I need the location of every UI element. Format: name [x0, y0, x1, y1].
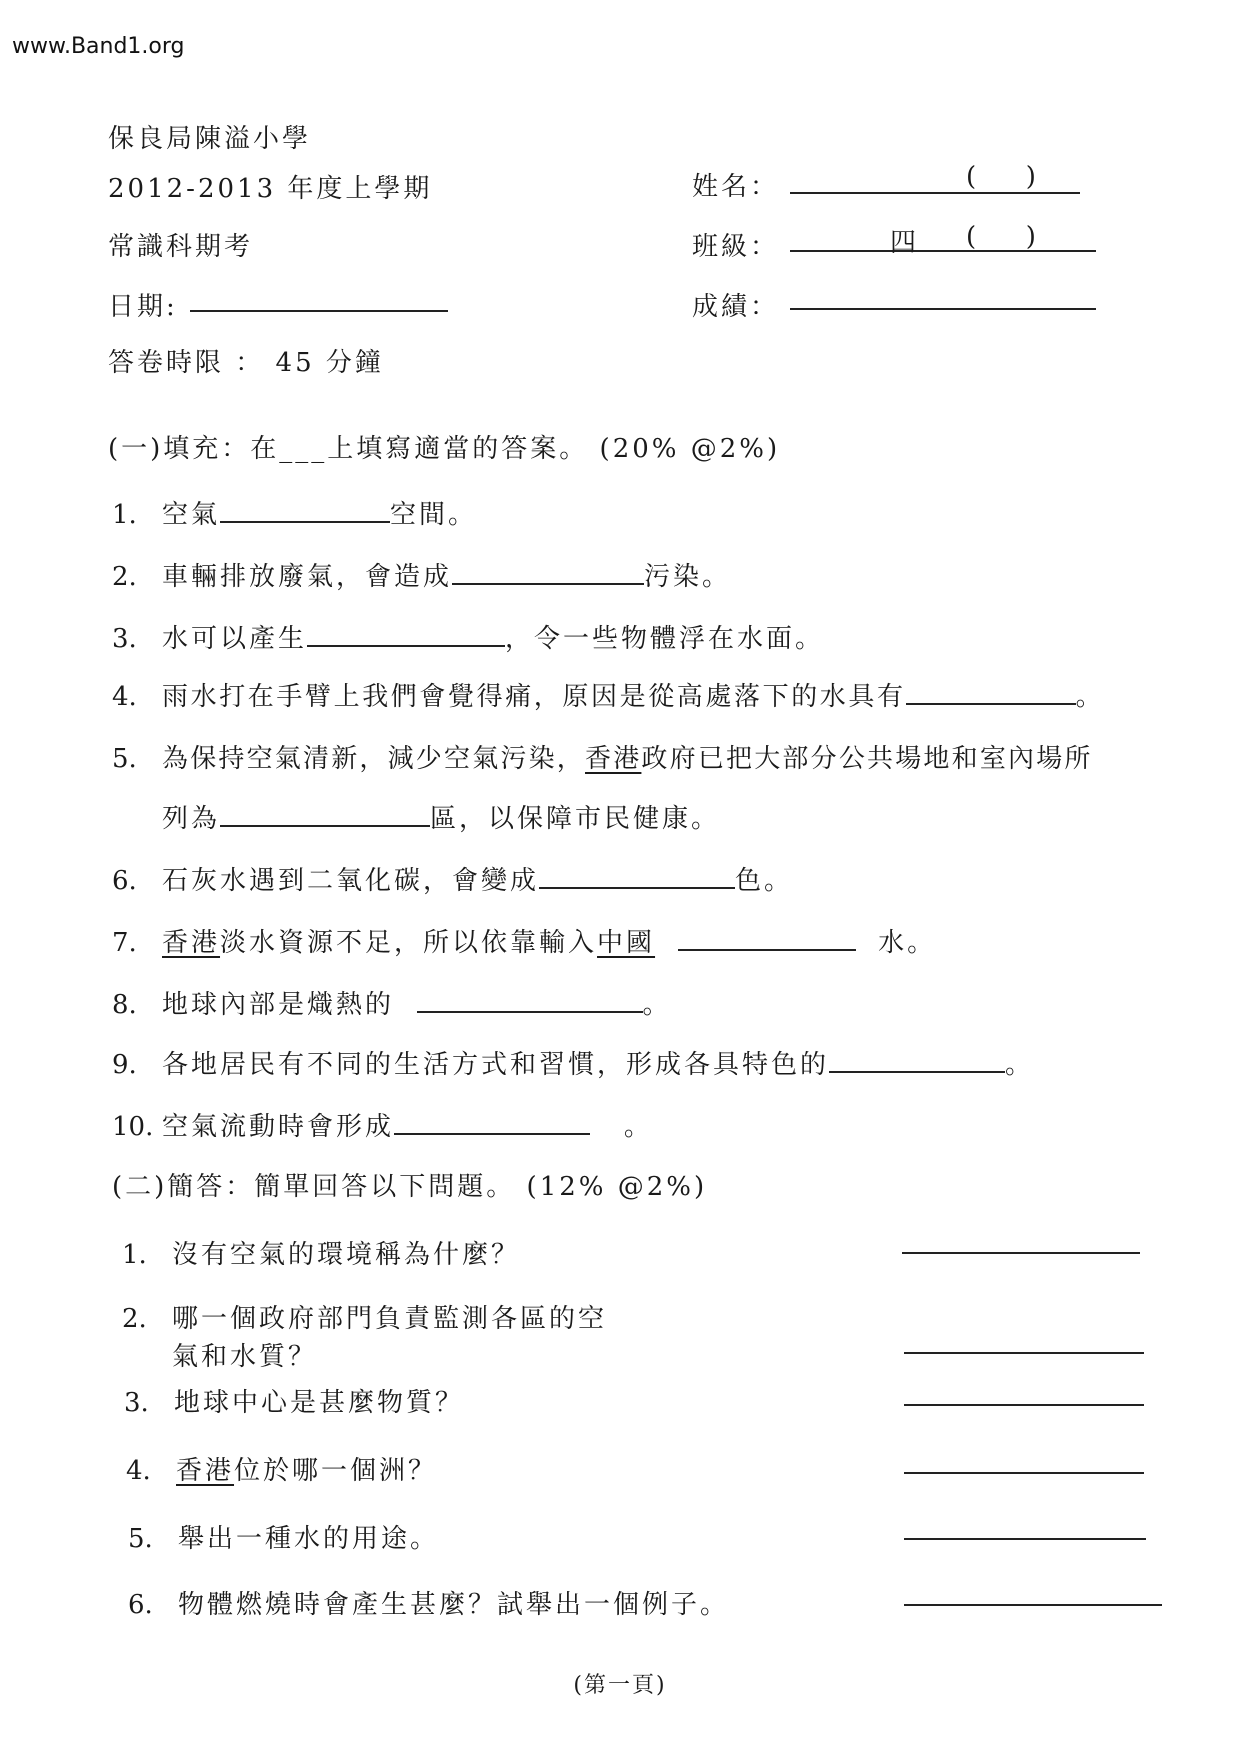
- school-name: 保良局陳溢小學: [108, 124, 312, 154]
- s2-answer-line-1[interactable]: [902, 1252, 1140, 1254]
- s2-answer-line-4[interactable]: [904, 1472, 1144, 1474]
- name-blank[interactable]: [790, 192, 1080, 194]
- s2-question-2: 2. 哪一個政府部門負責監測各區的空: [122, 1304, 608, 1334]
- answer-blank[interactable]: [220, 495, 390, 523]
- s1-question-7: 7. 香港淡水資源不足，所以依靠輸入中國 水。: [112, 922, 936, 959]
- place-hong-kong: 香港: [176, 1456, 235, 1486]
- answer-blank[interactable]: [417, 985, 643, 1013]
- score-blank[interactable]: [790, 308, 1096, 310]
- s1-question-8: 8. 地球內部是熾熱的 。: [112, 984, 672, 1021]
- answer-blank[interactable]: [452, 557, 644, 585]
- answer-blank[interactable]: [307, 619, 505, 647]
- class-label: 班級：: [692, 232, 780, 262]
- s2-question-3: 3. 地球中心是甚麼物質？: [124, 1388, 465, 1418]
- answer-blank[interactable]: [220, 799, 430, 827]
- s1-question-2: 2. 車輛排放廢氣，會造成 污染。: [112, 556, 731, 593]
- time-limit: 答卷時限 ： 45 分鐘: [108, 348, 384, 378]
- s2-answer-line-6[interactable]: [904, 1604, 1162, 1606]
- s1-question-9: 9. 各地居民有不同的生活方式和習慣，形成各具特色的 。: [112, 1044, 1034, 1081]
- score-label: 成績：: [692, 292, 780, 322]
- s2-question-2-cont: 氣和水質？: [172, 1342, 318, 1372]
- name-label: 姓名：: [692, 172, 780, 202]
- place-hong-kong: 香港: [162, 928, 221, 958]
- answer-blank[interactable]: [394, 1107, 590, 1135]
- s1-question-6: 6. 石灰水遇到二氧化碳，會變成 色。: [112, 860, 793, 897]
- s1-question-3: 3. 水可以產生 ，令一些物體浮在水面。: [112, 618, 824, 655]
- s1-question-4: 4. 雨水打在手臂上我們會覺得痛，原因是從高處落下的水具有 。: [112, 676, 1104, 713]
- s2-answer-line-2[interactable]: [904, 1352, 1144, 1354]
- s2-question-1: 1. 沒有空氣的環境稱為什麼？: [122, 1240, 521, 1270]
- answer-blank[interactable]: [678, 923, 856, 951]
- s2-question-4: 4. 香港位於哪一個洲？: [126, 1456, 438, 1486]
- name-number-paren: ( ): [966, 162, 1036, 192]
- s1-question-1: 1. 空氣 空間。: [112, 494, 477, 531]
- site-url: www.Band1.org: [12, 34, 185, 59]
- section1-title: (一)填充：在___上填寫適當的答案。 (20% @2%): [108, 434, 781, 464]
- section2-title: (二)簡答：簡單回答以下問題。 (12% @2%): [112, 1172, 708, 1202]
- s1-question-5: 5. 為保持空氣清新，減少空氣污染，香港政府已把大部分公共場地和室內場所: [112, 744, 1093, 774]
- s1-question-5-cont: 列為 區，以保障市民健康。: [162, 798, 720, 835]
- date-blank[interactable]: [190, 310, 448, 312]
- answer-blank[interactable]: [906, 677, 1076, 705]
- class-value: 四: [890, 228, 920, 258]
- class-blank[interactable]: [790, 250, 1096, 252]
- s1-question-10: 10. 空氣流動時會形成 。: [112, 1106, 653, 1143]
- s2-question-5: 5. 舉出一種水的用途。: [128, 1524, 440, 1554]
- place-hong-kong: 香港: [585, 744, 642, 774]
- exam-title: 常識科期考: [108, 232, 254, 262]
- answer-blank[interactable]: [829, 1045, 1005, 1073]
- term: 2012-2013 年度上學期: [108, 174, 433, 204]
- s2-answer-line-5[interactable]: [904, 1538, 1146, 1540]
- answer-blank[interactable]: [539, 861, 735, 889]
- class-number-paren: ( ): [966, 222, 1036, 252]
- page-number: (第一頁): [573, 1673, 667, 1698]
- place-china: 中國: [597, 928, 656, 958]
- s2-answer-line-3[interactable]: [904, 1404, 1144, 1406]
- date-label: 日期:: [108, 292, 178, 322]
- s2-question-6: 6. 物體燃燒時會產生甚麼？試舉出一個例子。: [128, 1590, 730, 1620]
